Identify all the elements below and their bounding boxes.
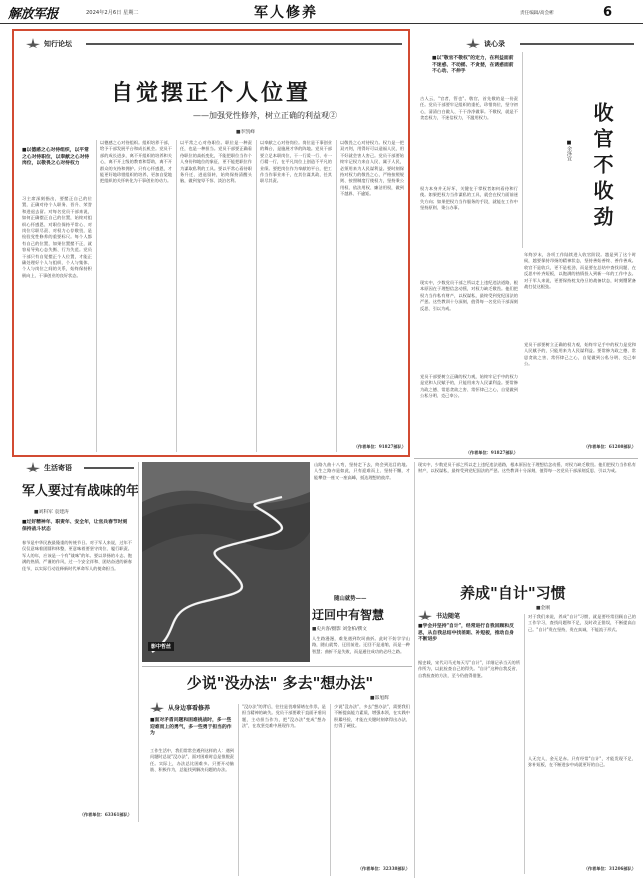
article-subheadline: ——加强党性修养，树立正确的利益观② xyxy=(193,111,337,120)
column-divider xyxy=(414,462,415,878)
habit-body-3: 人无完人，金无足赤。只有经常"自计"，才能发现不足、弥补短板，在不断进步中成就更好的自己。 xyxy=(528,756,636,768)
landscape-photo xyxy=(142,462,310,662)
page-number: 6 xyxy=(603,5,613,20)
article-author: ■李凯峰 xyxy=(236,130,255,135)
discussion-byline: （作者单位：91827部队） xyxy=(465,450,518,455)
discussion-lead: ■以"敬官不敬权"的定力，在利益面前不迷惑、不动摇、不贪婪，在诱惑面前不心动、不伸手 xyxy=(432,56,514,75)
discussion-body-1: 古人云，"官者，管也"。敬官，首先敬的是一份责任。党员干部要牢记组织的重托，珍惜岗位，坚守初心，清清白白做人、干干净净做事。不敬权，就是不贪恋权力，不迷信权力，不滥用权力。 xyxy=(420,96,518,121)
habit-body-1: 据史载，宋代司马光每天写"自计"，详细记录当天的所作所为，以此检查自己的得失。"自计"这种自我反省、自我检查的方法，至今仍值得借鉴。 xyxy=(418,660,520,678)
column-label: 从身边事看修养 xyxy=(168,705,211,712)
section-divider xyxy=(142,666,412,667)
column-divider xyxy=(238,704,239,876)
habit-headline: 养成"自计"习惯 xyxy=(460,584,566,602)
column-label: 谈心录 xyxy=(484,40,505,48)
star-icon xyxy=(466,38,480,48)
star-icon xyxy=(26,462,40,472)
column-rule xyxy=(520,43,634,45)
photo-kicker: 随山就势—— xyxy=(334,596,367,602)
column-divider xyxy=(138,462,139,822)
column-rule xyxy=(84,467,134,469)
article-lead: ■以德感之心对待组织，以平常之心对待职位，以奉献之心对待岗位，以敬畏之心对待权力 xyxy=(22,148,90,167)
column-label: 生活寄语 xyxy=(44,464,72,472)
discussion-body-4: 党员干部要树立正确的权力观，始终牢记手中的权力是党和人民赋予的，只能用来为人民谋利益。要常修为政之德、常思贪欲之害、常怀律己之心，自觉做到公私分明、克己奉公。 xyxy=(420,374,518,399)
photo-headline: 迂回中有智慧 xyxy=(312,608,385,622)
life-byline: （作者单位：63361部队） xyxy=(79,812,132,817)
habit-lead: ■学会并坚持"自计"，经常进行自我回顾和反思，从自我总结中找差距、补短板，推动自身不断进步 xyxy=(418,624,514,643)
article-body-col1: 习主席深刻指出，要摆正自己的位置，正确对待个人职务、晋升、荣誉和进退去留。对每名党员干部来说，如何正确摆正自己的位置，始终对组织心怀感恩、对职位保持平常心、对岗位尽职尽责、对权力心存敬畏，是检验党性修养的重要标尺。每个人都有自己的位置，如果位置摆不正，就容易导致心态失衡、行为失范。党员干部只有自觉摆正个人位置，才能正确处理好个人与组织、个人与集体、个人与岗位之间的关系，始终保持积极向上、干事创业的良好状态。 xyxy=(22,196,92,278)
photo-column-label: 影中哲丝 xyxy=(148,642,174,651)
column-divider xyxy=(524,614,525,874)
vertical-article-body: 年终岁末，各项工作陆续进入收官阶段。越是到了这个时候，越要保持昂扬的精神状态，坚持善始善终、善作善成。收官不是收兵，更不是松劲，而是要在总结中查找问题、在反思中补齐短板，以饱满的热情投入到新一年的工作中去。对于军人来说，更要保持枕戈待旦的战备状态，时刻绷紧备战打仗这根弦。 xyxy=(524,252,636,290)
section-title: 军人修养 xyxy=(254,5,318,21)
mountain-road-image xyxy=(142,462,310,662)
article-body-col3: 以平常之心对待职位。职位是一种责任，也是一种担当。党员干部要正确看待职位的高低变化，不能把职位当作个人身份和地位的象征，更不能把职位作为谋取私利的工具。要以平常心看待职务升迁、进退留转，始终保持清醒头脑，做到宠辱不惊、淡泊名利。 xyxy=(180,140,252,184)
bottom-body-1: 工作生活中，我们常常会遇到这样的人：遇到问题时总说"没办法"，面对困难时总是推脱责任。实际上，办法总比困难多。只要开动脑筋、积极作为，总能找到解决问题的办法。 xyxy=(150,748,234,773)
bottom-byline: （作者单位：32338部队） xyxy=(357,866,410,871)
bottom-body-2: "没办法"的背后，往往是畏难情绪在作祟，是担当精神的缺失。党员干部要敢于直面矛盾问题，主动担当作为，把"没办法"变成"想办法"，在攻坚克难中展现作为。 xyxy=(242,704,326,729)
life-body: 春节是中华民族最隆重的传统节日。对于军人来说，过年不仅仅意味着团圆和休整，更意味着要坚守岗位、履行职责。军人的年，应该是一个有"战味"的年。要以昂扬的斗志、饱满的热情、严谨的作风，过一个安全祥和、团结奋进的新春佳节，以实际行动诠释新时代革命军人的使命担当。 xyxy=(22,540,132,571)
article-body-col5: 以敬畏之心对待权力。权力是一把双刃剑，用得好可以造福人民，用不好就会害人害己。党员干部要始终牢记权力来自人民、属于人民，必须用来为人民谋利益。要时刻保持对权力的敬畏之心，严格按照规则、按照制度行使权力，坚持秉公用权、依法用权、廉洁用权，做到不越界、不逾矩。 xyxy=(340,140,404,197)
article-byline: （作者单位：91827部队） xyxy=(353,444,406,449)
photo-author: ■史兵客/摄影 刘金柏/撰文 xyxy=(312,627,367,632)
star-icon xyxy=(418,610,432,620)
dateline: 2024年2月6日 星期二 xyxy=(86,10,139,16)
section-divider xyxy=(414,458,638,459)
star-icon xyxy=(150,702,164,712)
bottom-lead: ■面对矛盾问题和困难挑战时，多一些迎难而上的勇气，多一些勇于担当的作为 xyxy=(150,718,232,737)
vertical-headline: 收官不收劲 xyxy=(590,102,614,232)
article-body-col4: 以奉献之心对待岗位。岗位是干事创业的舞台，是施展才华的阵地。党员干部要立足本职岗位，干一行爱一行、专一行精一行，在平凡岗位上创造不平凡的业绩。要把岗位作为奉献的平台，把工作当作事业来干，在其位谋其政、任其职尽其责。 xyxy=(260,140,332,184)
vertical-author: ■余泽宜 xyxy=(566,140,572,161)
column-divider xyxy=(330,704,331,876)
editor-line: 责任编辑/高会彬 xyxy=(520,11,554,16)
vertical-article-body-2: 党员干部要树立正确的权力观，始终牢记手中的权力是党和人民赋予的，只能用来为人民谋利益。要常修为政之德、常思贪欲之害、常怀律己之心，自觉做到公私分明、克己奉公。 xyxy=(524,342,636,367)
column-divider xyxy=(176,140,177,452)
life-lead: ■过好精神年、职责年、安全年，让官兵春节时刻保持战斗状态 xyxy=(22,520,128,532)
column-rule xyxy=(86,43,402,45)
bottom-body-3: 少说"没办法"，多去"想办法"，需要我们不断提高能力素质，增强本领，在实践中积累经验，才能在关键时刻拿得出办法、打得了硬仗。 xyxy=(334,704,410,729)
column-label: 知行论坛 xyxy=(44,40,72,48)
habit-author: ■金刚 xyxy=(536,606,551,611)
photo-caption: 山路九曲十八弯，坚持走下去，终会到达目的地。人生之路亦是如此，只有迎难而上、坚持不懈，才能攀登一座又一座高峰，抵达理想的彼岸。 xyxy=(314,462,410,480)
discussion-body-2: 权力本身并无好坏，关键在于掌权者如何看待和行使。如果把权力当作谋私的工具，就会在权力面前迷失方向；如果把权力当作服务的手段，就能在工作中坚持原则、秉公办事。 xyxy=(420,186,518,211)
newspaper-logo: 解放军报 xyxy=(8,7,59,22)
life-headline: 军人要过有战味的年 xyxy=(22,484,140,499)
column-divider xyxy=(256,140,257,452)
column-divider xyxy=(336,140,337,452)
bottom-author: ■邵旭辉 xyxy=(370,696,389,701)
photo-essay: 人生路漫漫，难免遇到坎坷曲折。此时不妨学学山路，随山就势、迂回前进。迂回不是退缩，而是一种智慧；曲折不是失败，而是通往成功的必经之路。 xyxy=(312,636,410,654)
life-author: ■刘科军 袁建涛 xyxy=(34,510,69,515)
column-label: 书边随笔 xyxy=(436,613,461,620)
article-body-col2: 以德感之心对待组织。组织培养干部，给予干部发展平台和成长机会。党员干部的成长进步，离不开组织的培养和关心，离不开上级的教育和帮助，离不开群众的支持和拥护。只有心怀感恩，才能更好地珍惜组织的培养，更加自觉地把组织的关怀转化为干事创业的动力。 xyxy=(100,140,172,184)
bottom-headline: 少说"没办法" 多去"想办法" xyxy=(186,674,374,692)
article-headline: 自觉摆正个人位置 xyxy=(110,81,311,106)
right-continued-text: 现实中，少数党员干部之所以走上违纪违法道路，根本原因在于理想信念动摇，对权力缺乏敬畏。他们把权力当作私有财产，以权谋私，最终受到党纪国法的严惩。这些教训十分深刻，值得每一名党员干部深刻反思、引以为戒。 xyxy=(418,462,636,474)
column-divider xyxy=(522,52,523,248)
habit-body-2: 对于我们来说，养成"自计"习惯，就是要经常回顾自己的工作学习，查找问题和不足，及时改正错误，不断提高自己。"自计"贵在坚持，贵在真诚，不能流于形式。 xyxy=(528,614,636,632)
column-divider xyxy=(96,140,97,452)
discussion-body-3: 现实中，少数党员干部之所以走上违纪违法道路，根本原因在于理想信念动摇，对权力缺乏敬畏。他们把权力当作私有财产，以权谋私，最终受到党纪国法的严惩。这些教训十分深刻，值得每一名党员干部深刻反思、引以为戒。 xyxy=(420,280,518,311)
vertical-byline: （作者单位：61208部队） xyxy=(583,444,636,449)
habit-byline: （作者单位：31206部队） xyxy=(583,866,636,871)
